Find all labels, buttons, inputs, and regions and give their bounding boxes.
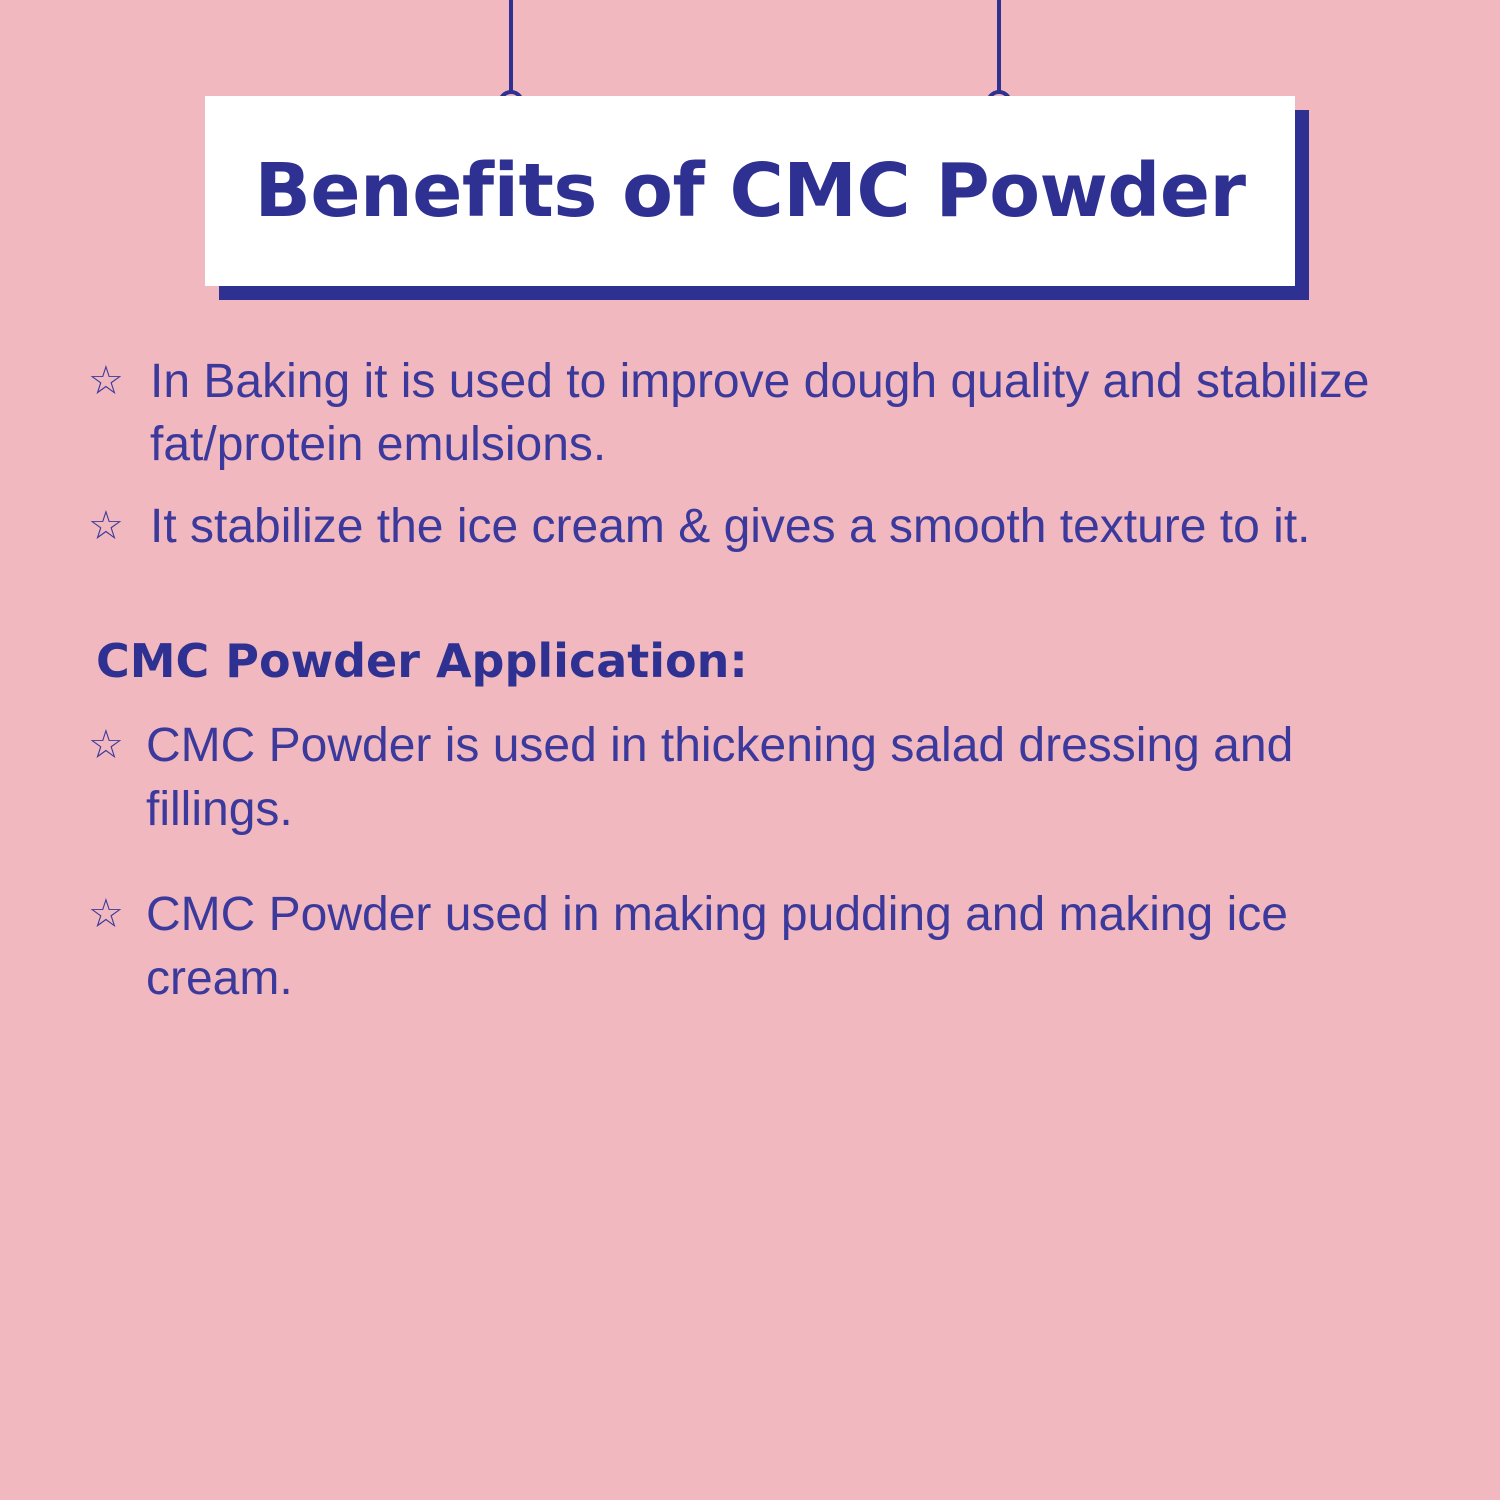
content-area [0,350,1500,1051]
application-text: CMC Powder used in making pudding and making ice cream. [146,887,1288,1006]
application-text: CMC Powder is used in thickening salad dressing and fillings. [146,719,1294,837]
application-list [88,714,1412,1011]
signboard-card [205,96,1295,286]
list-item [88,714,1412,843]
hanging-cord-right [997,0,1001,98]
benefit-text: In Baking it is used to improve dough quality and stabilize fat/protein emulsions. [150,355,1370,472]
star-icon: ☆ [88,358,124,404]
hanging-cord-left [509,0,513,98]
list-item [88,350,1412,477]
star-icon: ☆ [88,502,124,549]
star-icon: ☆ [88,722,124,769]
page-title: Benefits of CMC Powder [254,148,1246,234]
list-item [88,495,1412,558]
benefit-text: It stabilize the ice cream & gives a smooth texture to it. [150,499,1311,553]
signboard [0,0,1500,320]
star-icon: ☆ [88,890,124,937]
list-item [88,883,1412,1012]
application-heading: CMC Powder Application: [96,634,748,689]
benefits-list [88,350,1412,558]
